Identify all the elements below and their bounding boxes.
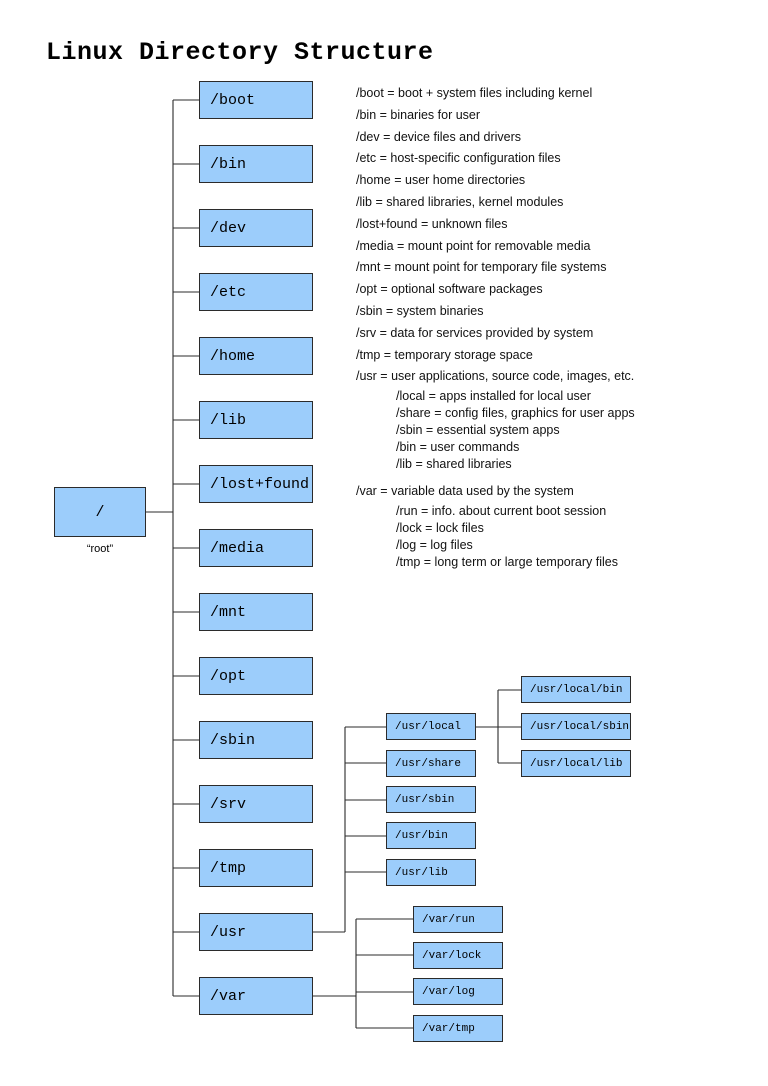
node-usr-local-lib[interactable]: /usr/local/lib <box>521 750 631 777</box>
legend-line-tmp: /tmp = temporary storage space <box>356 347 533 362</box>
legend-line-etc: /etc = host-specific configuration files <box>356 151 561 166</box>
node-root[interactable]: / <box>54 487 146 537</box>
node-var-log[interactable]: /var/log <box>413 978 503 1005</box>
legend-sub-usr-sbin: /sbin = essential system apps <box>396 423 560 438</box>
legend-line-lost-found: /lost+found = unknown files <box>356 216 508 231</box>
node-srv[interactable]: /srv <box>199 785 313 823</box>
node-usr-bin[interactable]: /usr/bin <box>386 822 476 849</box>
legend-line-var: /var = variable data used by the system <box>356 484 574 499</box>
legend-sub-usr-lib: /lib = shared libraries <box>396 457 512 472</box>
legend-sub-var-lock: /lock = lock files <box>396 520 484 535</box>
legend <box>356 83 696 571</box>
node-usr-local-sbin[interactable]: /usr/local/sbin <box>521 713 631 740</box>
node-etc[interactable]: /etc <box>199 273 313 311</box>
legend-spacer <box>356 473 696 481</box>
legend-sub-var-run: /run = info. about current boot session <box>396 503 607 518</box>
node-lib[interactable]: /lib <box>199 401 313 439</box>
legend-sub-var-log: /log = log files <box>396 537 473 552</box>
node-home[interactable]: /home <box>199 337 313 375</box>
node-usr-local-bin[interactable]: /usr/local/bin <box>521 676 631 703</box>
node-usr-lib[interactable]: /usr/lib <box>386 859 476 886</box>
legend-line-mnt: /mnt = mount point for temporary file systems <box>356 260 607 275</box>
legend-line-lib: /lib = shared libraries, kernel modules <box>356 194 564 209</box>
legend-sub-usr-bin: /bin = user commands <box>396 440 520 455</box>
root-caption: “root” <box>86 543 114 555</box>
node-dev[interactable]: /dev <box>199 209 313 247</box>
legend-line-opt: /opt = optional software packages <box>356 282 543 297</box>
legend-line-dev: /dev = device files and drivers <box>356 129 522 144</box>
node-sbin[interactable]: /sbin <box>199 721 313 759</box>
node-bin[interactable]: /bin <box>199 145 313 183</box>
node-var-tmp[interactable]: /var/tmp <box>413 1015 503 1042</box>
node-usr-local[interactable]: /usr/local <box>386 713 476 740</box>
node-media[interactable]: /media <box>199 529 313 567</box>
page-title: Linux Directory Structure <box>46 38 434 67</box>
node-var-run[interactable]: /var/run <box>413 906 503 933</box>
node-lost-found[interactable]: /lost+found <box>199 465 313 503</box>
legend-sub-var-tmp: /tmp = long term or large temporary files <box>396 554 618 569</box>
legend-sub-usr-share: /share = config files, graphics for user apps <box>396 406 635 421</box>
node-usr[interactable]: /usr <box>199 913 313 951</box>
node-boot[interactable]: /boot <box>199 81 313 119</box>
legend-line-media: /media = mount point for removable media <box>356 238 591 253</box>
node-var-lock[interactable]: /var/lock <box>413 942 503 969</box>
legend-line-usr: /usr = user applications, source code, images, etc. <box>356 369 635 384</box>
node-opt[interactable]: /opt <box>199 657 313 695</box>
node-var[interactable]: /var <box>199 977 313 1015</box>
legend-line-boot: /boot = boot + system files including kernel <box>356 86 593 100</box>
legend-line-bin: /bin = binaries for user <box>356 107 481 122</box>
node-usr-sbin[interactable]: /usr/sbin <box>386 786 476 813</box>
node-usr-share[interactable]: /usr/share <box>386 750 476 777</box>
legend-line-srv: /srv = data for services provided by system <box>356 325 594 340</box>
legend-line-sbin: /sbin = system binaries <box>356 303 484 318</box>
node-mnt[interactable]: /mnt <box>199 593 313 631</box>
legend-line-home: /home = user home directories <box>356 173 526 188</box>
legend-sub-usr-local: /local = apps installed for local user <box>396 389 591 404</box>
node-tmp[interactable]: /tmp <box>199 849 313 887</box>
